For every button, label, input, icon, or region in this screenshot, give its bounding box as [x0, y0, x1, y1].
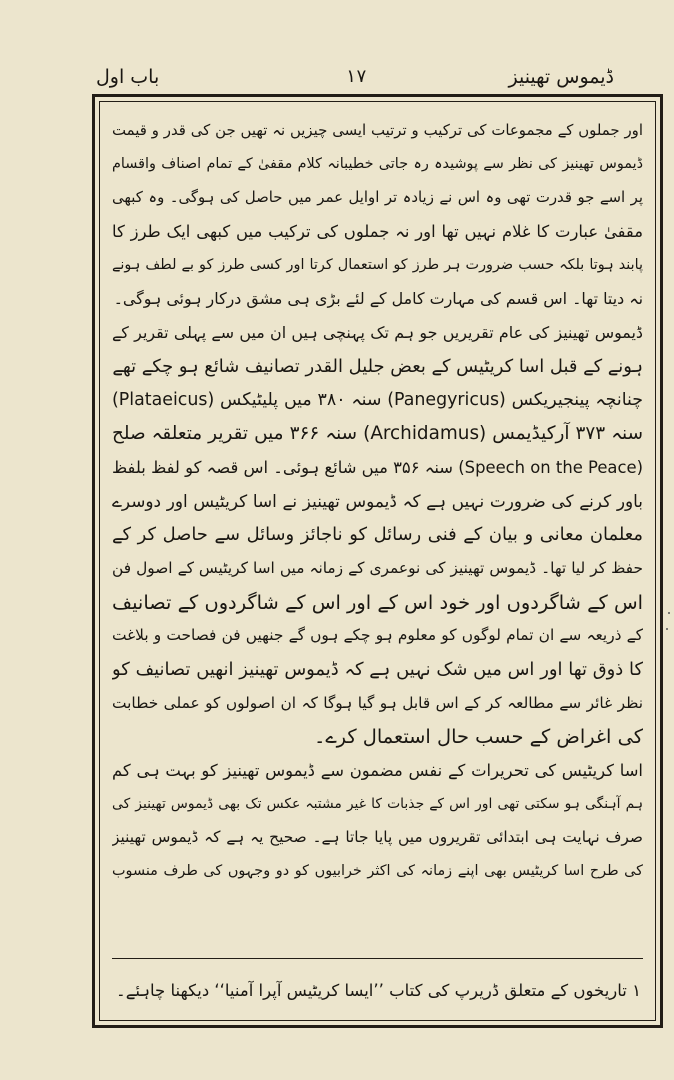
text-frame [92, 94, 663, 1028]
inner-border [99, 101, 656, 1021]
text-line: کے ذریعہ سے ان تمام لوگوں کو معلوم ہو چکے ہوں گے جنھیں فن فصاحت و بلاغت [112, 626, 643, 645]
text-line: اور جملوں کے مجموعات کی ترکیب و ترتیب ایسی چیزیں نہ تھیں جن کی قدر و قیمت [112, 121, 643, 139]
text-line: چنانچہ پینجیریکس (Panegyricus) سنہ ۳۸۰ میں پلیٹیکس (Plataeicus) [112, 389, 643, 410]
text-line: اس کے شاگردوں اور خود اس کے اور اس کے شاگردوں کے تصانیف [112, 590, 643, 614]
text-line: ڈیموس تھینیز کی نظر سے پوشیدہ رہ جاتی خطیبانہ کلام مقفیٰ کے تمام اصناف واقسام [112, 155, 643, 172]
text-line: حفظ کر لیا تھا۔ ڈیموس تھینیز کی نوعمری کے زمانہ میں اسا کریٹیس کے اصول فن [112, 558, 643, 577]
text-line: نہ دیتا تھا۔ اس قسم کی مہارت کامل کے لئے بڑی ہی مشق درکار ہوئی ہوگی۔ [113, 289, 643, 309]
text-line: کی اغراض کے حسب حال استعمال کرے۔ [313, 725, 643, 749]
main-text [112, 114, 643, 954]
text-line: نظر غائر سے مطالعہ کر کے اس قابل ہو گیا ہوگا کہ ان اصولوں کو عملی خطابت [112, 693, 643, 712]
text-line: ڈیموس تھینیز کی عام تقریریں جو ہم تک پہنچی ہیں ان میں سے پہلی تقریر کے [112, 323, 643, 343]
text-line: کا ذوق تھا اور اس میں شک نہیں ہے کہ ڈیموس تھینیز انھیں تصانیف کو [112, 659, 643, 680]
text-line: اسا کریٹیس کی تحریرات کے نفس مضمون سے ڈیموس تھینیز کو بہت ہی کم [112, 761, 643, 781]
text-line: پابند ہوتا بلکہ حسب ضرورت ہر طرز کو استعمال کرتا اور کسی طرز کو بے لطف ہونے [112, 256, 643, 273]
text-line: صرف نہایت ہی ابتدائی تقریروں میں پایا جاتا ہے۔ صحیح یہ ہے کہ ڈیموس تھینیز [112, 828, 643, 847]
page-number: ۱۷ [345, 66, 367, 87]
chapter-label: باب اول [96, 66, 160, 88]
text-line: معلمان معانی و بیان کے فنی رسائل کو ناجائز وسائل سے حاصل کر کے [112, 524, 643, 546]
running-title: ڈیموس تھینیز [508, 66, 614, 88]
text-line: پر اسے جو قدرت تھی وہ اس نے زیادہ تر اوایل عمر میں حاصل کی ہوگی۔ وہ کبھی [112, 188, 643, 207]
footnote: ۱ تاریخوں کے متعلق ڈریرپ کی کتاب ’’ایسا کریٹیس آپرا آمنیا‘‘ دیکھنا چاہئے۔ [116, 981, 641, 1000]
text-line: (Speech on the Peace) سنہ ۳۵۶ میں شائع ہوئی۔ اس قصہ کو لفظ بلفظ [112, 457, 643, 477]
text-line: کی طرح اسا کریٹیس بھی اپنے زمانہ کی اکثر خرابیوں کو دو وجہوں کی طرف منسوب [112, 863, 643, 880]
print-speck [666, 628, 668, 630]
text-line: ہم آہنگی ہو سکتی تھی اور اس کے جذبات کا غیر مشتبہ عکس تک بھی ڈیموس تھینیز کی [112, 795, 643, 812]
running-header [90, 64, 622, 94]
text-line: باور کرنے کی ضرورت نہیں ہے کہ ڈیموس تھینیز نے اسا کریٹیس اور دوسرے [112, 490, 643, 511]
print-speck [668, 612, 670, 614]
text-line: سنہ ۳۷۳ آرکیڈیمس (Archidamus) سنہ ۳۶۶ میں تقریر متعلقہ صلح [112, 423, 643, 445]
footnote-rule [112, 958, 643, 959]
text-line: مقفیٰ عبارت کا غلام نہیں تھا اور نہ جملوں کی ترکیب میں کبھی ایک طرز کا [112, 222, 643, 242]
text-line: ہونے کے قبل اسا کریٹیس کے بعض جلیل القدر تصانیف شائع ہو چکے تھے [112, 355, 643, 377]
